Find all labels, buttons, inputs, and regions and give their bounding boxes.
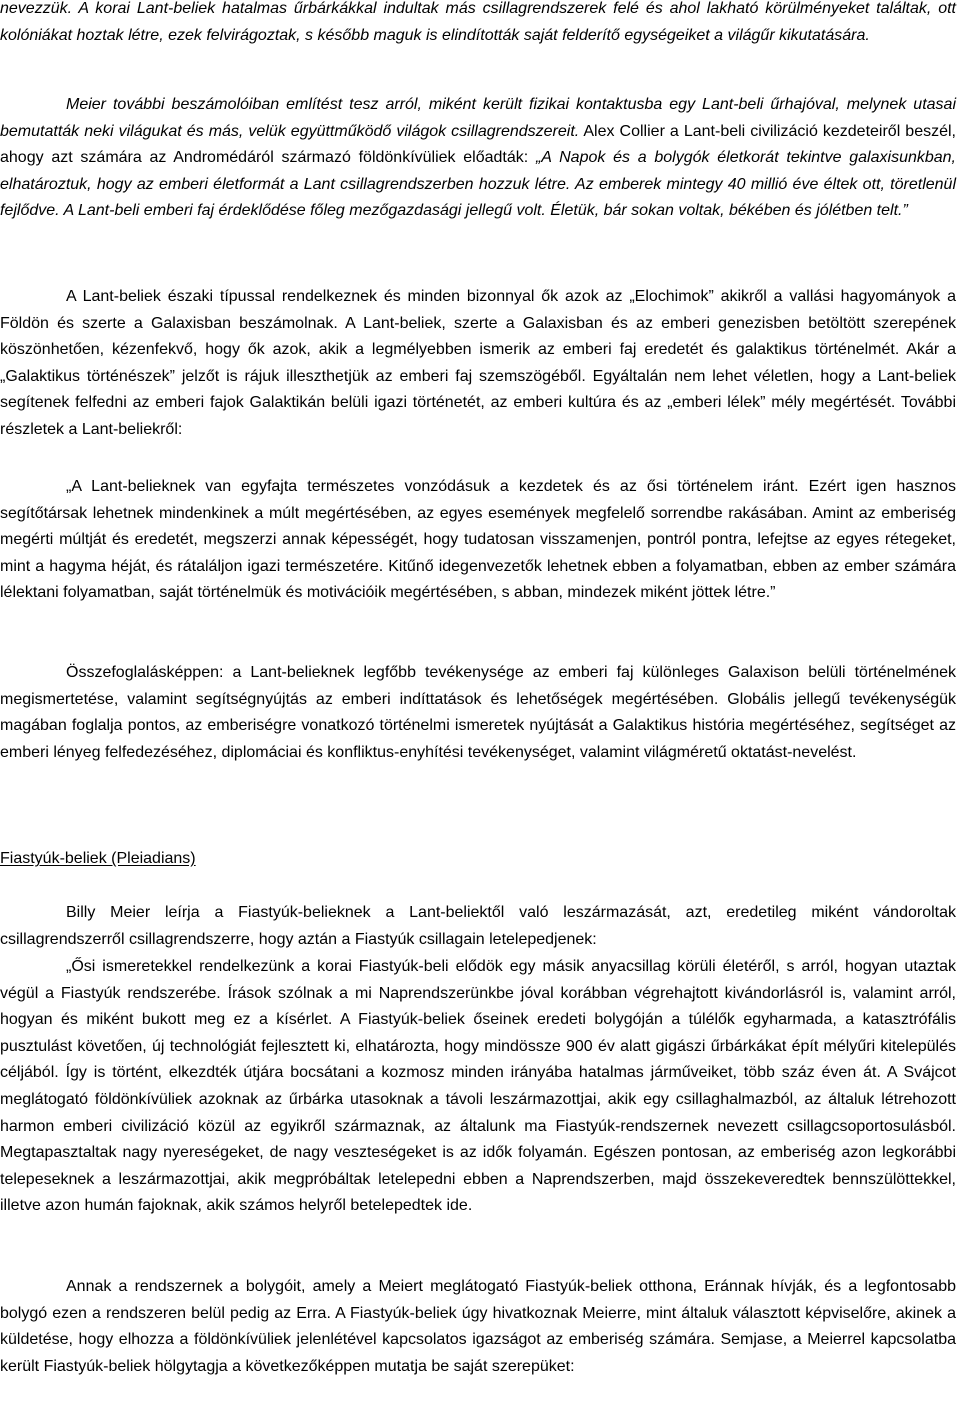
collier-intro-text: Alex Collier a Lant-beli civilizáció kezdeteiről beszél, ahogy azt számára az Andromédáról származó földönkívüliek előadták: bbox=[0, 122, 956, 167]
meier-report-text: Meier további beszámolóiban említést tesz arról, miként került fizikai kontaktusba egy Lant-beli űrhajóval, melynek utasai bemutatták neki világukat és más, velük együttműködő világok csillagrendszereit. bbox=[0, 96, 956, 140]
paragraph-pleiadian-descent: Billy Meier leírja a Fiastyúk-belieknek a Lant-beliektől való leszármazását, azt, eredetileg miként vándoroltak csillagrendszerről csillagrendszerre, hogy aztán a Fiastyúk csillagain letelepedjenek: bbox=[0, 904, 956, 948]
paragraph-summary: Összefoglalásképpen: a Lant-belieknek legfőbb tevékenysége az emberi faj különleges Galaxison belüli történelmének megismertetése, valamint segítségnyújtás az emberi indíttatások és lehetőségek megértésében. Globális jellegű tevékenységük magában foglalja pontos, az emberiségre vonatkozó történelmi ismeretek nyújtását a Galaktikus história megértéséhez, segítséget az emberi lényeg felfedezéséhez, diplomáciai és konfliktus-enyhítési tevékenységet, valamint világméretű oktatást-nevelést. bbox=[0, 664, 956, 761]
paragraph-lyrans-origin: nevezzük. A korai Lant-beliek hatalmas űrbárkákkal indultak más csillagrendszerek felé és ahol lakható körülményeket találtak, ott kolóniákat hoztak létre, ezek felvirágoztak, s később maguk is elindították saját felderítő egységeiket a világűr kikutatására. bbox=[0, 0, 956, 44]
paragraph-elochim: A Lant-beliek északi típussal rendelkeznek és minden bizonnyal ők azok az „Elochimok” akikről a vallási hagyományok a Földön és szerte a Galaxisban beszámolnak. A Lant-beliek, szerte a Galaxisban és az emberi genezisben betöltött szerepének köszönhetően, kézenfekvő, hogy ők azok, akik a legmélyebben ismerik az emberi faj eredetét és galaktikus történelmét. Akár a „Galaktikus történészek” jelzőt is rájuk illeszthetjük az emberi faj szemszögéből. Egyáltalán nem lehet véletlen, hogy a Lant-beliek segítenek felfedni az emberi fajok Galaktikán belüli igazi történetét, az emberi kultúra és az „emberi lélek” mély megértését. További részletek a Lant-beliekről: bbox=[0, 288, 956, 438]
paragraph-erra: Annak a rendszernek a bolygóit, amely a Meiert meglátogató Fiastyúk-beliek otthona, Eránnak hívják, és a legfontosabb bolygó ezen a rendszeren belül pedig az Erra. A Fiastyúk-beliek úgy hivatkoznak Meierre, mint általuk választott képviselőre, akinek a küldetése, hogy elhozza a földönkívüliek jelenlétével kapcsolatos igazságot az emberiség számára. Semjase, a Meierrel kapcsolatba került Fiastyúk-beliek hölgytagja a következőképpen mutatja be saját szerepüket: bbox=[0, 1278, 956, 1375]
section-heading-pleiadians: Fiastyúk-beliek (Pleiadians) bbox=[0, 850, 196, 867]
paragraph-meier-contact bbox=[0, 92, 956, 225]
andromedan-quote: „A Napok és a bolygók életkorát tekintve galaxisunkban, elhatároztuk, hogy az emberi életformát a Lant csillagrendszerben hozzuk létre. Az emberek mintegy 40 millió éve éltek ott, töretlenül fejlődve. A Lant-beli emberi faj érdeklődése főleg mezőgazdasági jellegű volt. Életük, bár sokan voltak, békében és jólétben telt.” bbox=[0, 149, 957, 220]
paragraph-lyran-quote: „A Lant-belieknek van egyfajta természetes vonzódásuk a kezdetek és az ősi történelem iránt. Ezért igen hasznos segítőtársak lehetnek mindenkinek a múlt megértésében, az egyes események megfelelő sorrendbe rakásában. Amint az emberiség megérti múltját és eredetét, megszerzi annak képességét, hogy tudatosan visszamenjen, pontról pontra, lefejtse az egyes rétegeket, mint a hagyma héját, és rátaláljon igazi természetére. Kitűnő idegenvezetők lehetnek ebben a folyamatban, ebben az ember számára lélektani folyamatban, saját történelmük és motivációik megértésében, s abban, mindezek miként jöttek létre.” bbox=[0, 478, 956, 602]
paragraph-pleiadian-history: „Ősi ismeretekkel rendelkezünk a korai Fiastyúk-beli elődök egy másik anyacsillag körüli életéről, s arról, hogyan utaztak végül a Fiastyúk rendszerébe. Írások szólnak a mi Naprendszerünkbe jóval korábban végrehajtott kivándorlásról is, valamint arról, hogyan és miként bukott meg ez a kísérlet. A Fiastyúk-beliek őseinek eredeti bolygóján a túlélők egyharmada, a katasztrófális pusztulást követően, új technológiát fejlesztett ki, elhatározta, hogy mindössze 900 év alatt gigászi űrbárkákat épít mélyűri kitelepülés céljából. Így is történt, elkezdték útjára bocsátani a kozmosz minden irányába hatalmas járműveiket, több száz éven át. A Svájcot meglátogató földönkívüliek azoknak az űrbárka utasoknak a távoli leszármazottjai, akik egy csillaghalmazból, az általuk létrehozott harmon emberi civilizáció közül az egyikről származnak, az általunk ma Fiastyúk-rendszernek nevezett csillagcsoportosulásból. Megtapasztaltak nagy nyereségeket, de nagy veszteségeket is az idők folyamán. Egészen pontosan, az emberiség azon legkorábbi telepeseknek a leszármazottjai, akik megpróbáltak letelepedni ebben a Naprendszerben, majd összekeveredtek bennszülöttekkel, illetve azon humán fajoknak, akik számos helyről betelepedtek ide. bbox=[0, 958, 956, 1215]
